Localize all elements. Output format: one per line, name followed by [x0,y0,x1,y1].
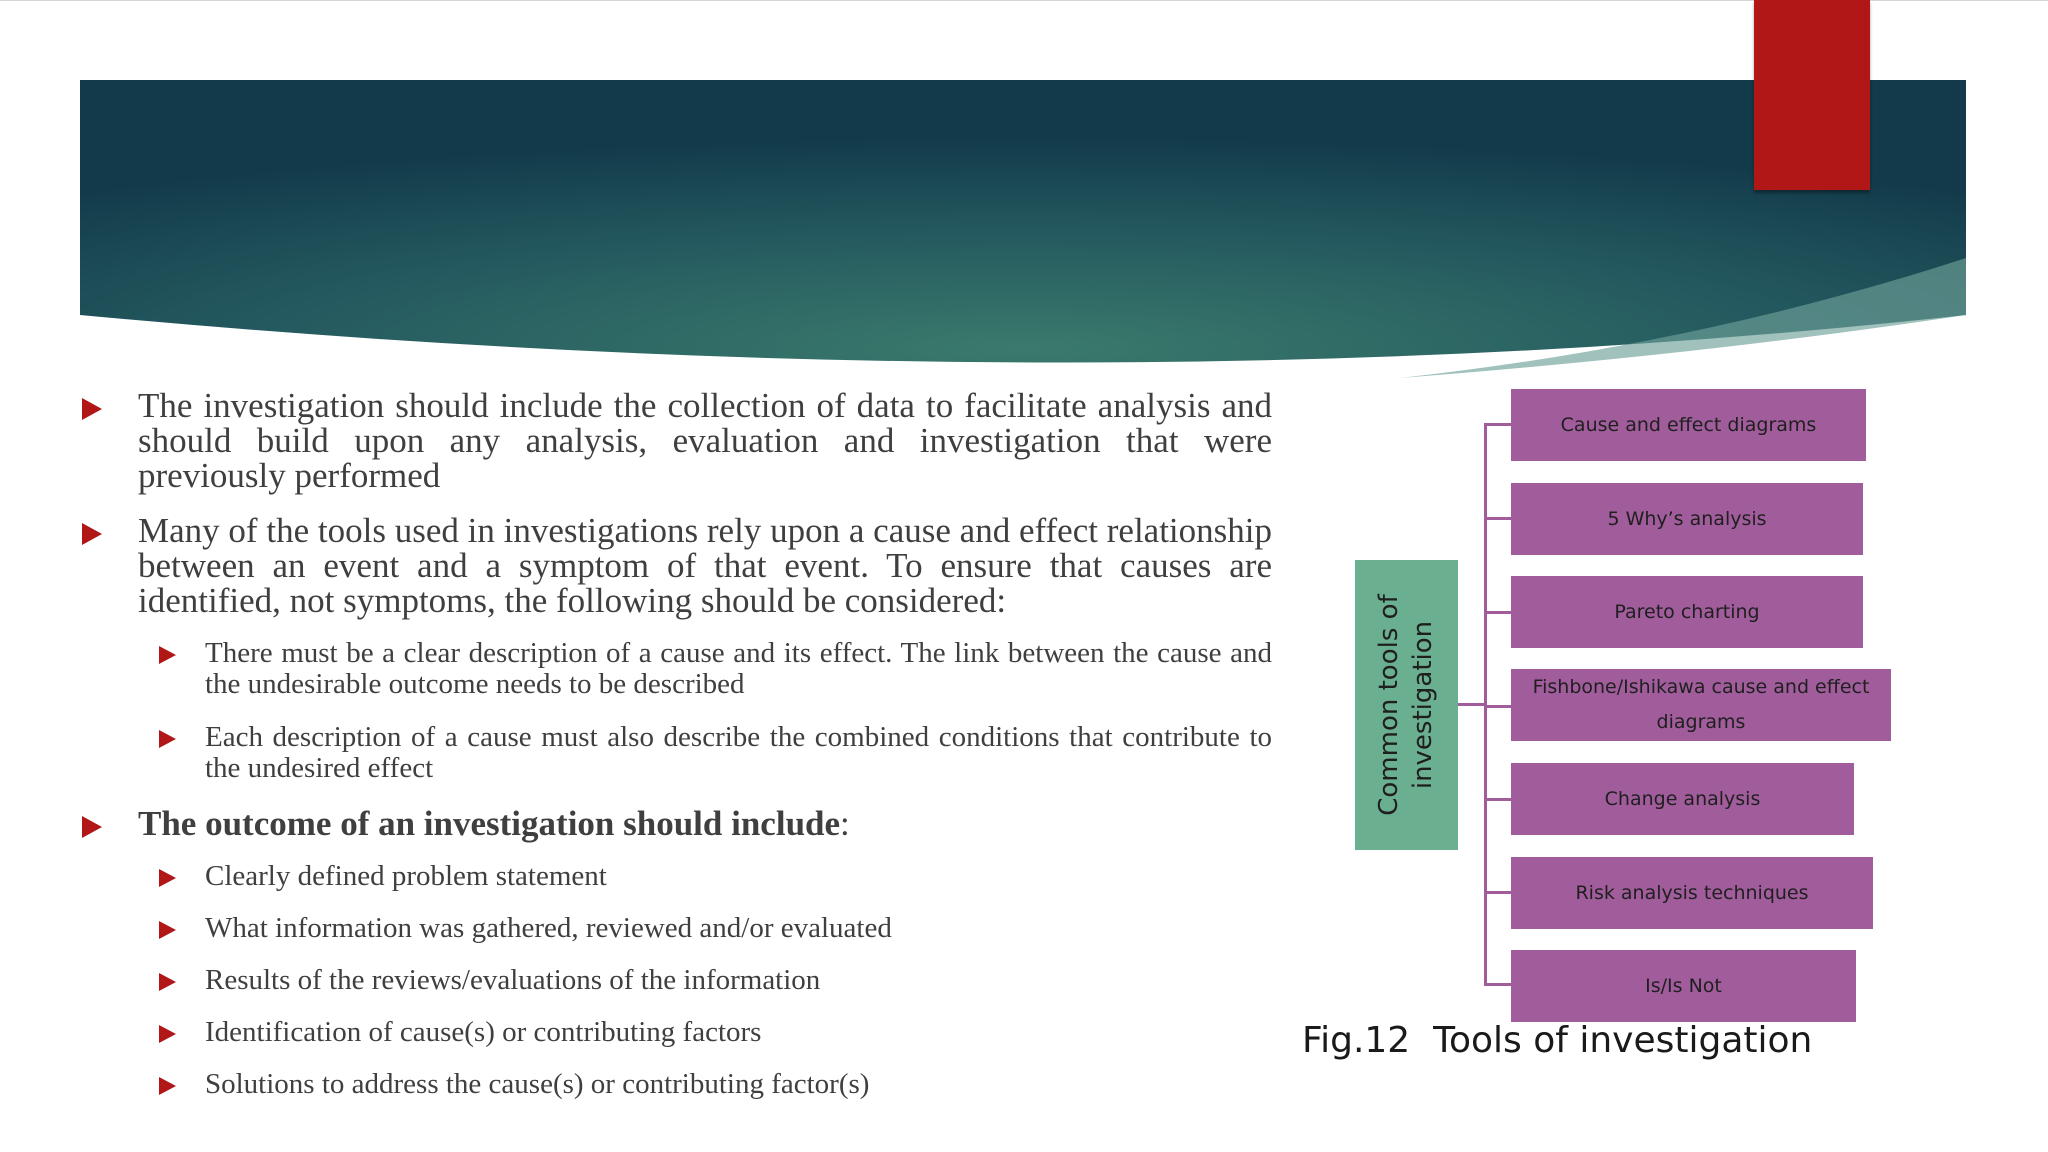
branch-connector-line [1484,611,1511,614]
sub-bullet-item [80,638,1272,700]
sub-bullet-text: Clearly defined problem statement [205,860,607,892]
branch-connector-line [1484,705,1511,708]
figure-caption: Fig.12 Tools of investigation [1302,1020,1813,1061]
root-connector-line [1458,703,1486,706]
branch-connector-line [1484,517,1511,520]
bullet-arrow-icon [159,921,176,939]
sub-bullet-item [80,861,1272,892]
sub-bullet-item [80,1069,1272,1100]
tool-node-risk-analysis: Risk analysis techniques [1511,857,1873,929]
tool-node-change-analysis: Change analysis [1511,763,1854,835]
branch-connector-line [1484,423,1511,426]
bullet-text-bold: The outcome of an investigation should include [138,804,841,843]
bullet-arrow-icon [159,730,176,748]
bullet-arrow-icon [82,816,102,838]
branch-connector-line [1484,983,1511,986]
sub-bullet-item [80,722,1272,784]
bullet-arrow-icon [159,1077,176,1095]
sub-bullet-item [80,965,1272,996]
bullet-content [80,388,1272,1121]
bullet-text: Many of the tools used in investigations rely upon a cause and effect relationship between an event and a symptom of that event. To ensure that causes are identified, not symptoms, the following should be considered: [138,511,1272,620]
sub-bullet-item [80,1017,1272,1048]
tool-node-fishbone: Fishbone/Ishikawa cause and effect diagrams [1511,669,1891,741]
bullet-arrow-icon [82,398,102,420]
tool-node-is-is-not: Is/Is Not [1511,950,1856,1022]
bullet-colon: : [840,804,850,843]
bullet-arrow-icon [159,869,176,887]
bullet-item-outcome [80,806,1272,841]
tool-node-pareto: Pareto charting [1511,576,1863,648]
tool-node-5-whys: 5 Why’s analysis [1511,483,1863,555]
sub-bullet-item [80,913,1272,944]
bullet-item [80,388,1272,493]
root-node-label: Common tools of investigation [1374,594,1438,816]
sub-bullet-text: Solutions to address the cause(s) or contributing factor(s) [205,1068,870,1100]
title-banner [0,0,2048,400]
bullet-text: The investigation should include the collection of data to facilitate analysis and should build upon any analysis, evaluation and investigation that were previously performed [138,386,1272,495]
bullet-arrow-icon [159,646,176,664]
sub-bullet-text: Identification of cause(s) or contributing factors [205,1016,762,1048]
trunk-connector-line [1484,423,1487,985]
sub-bullet-text: There must be a clear description of a cause and its effect. The link between the cause and the undesirable outcome needs to be described [205,637,1272,700]
sub-bullet-text: Each description of a cause must also describe the combined conditions that contribute to the undesired effect [205,721,1272,784]
bullet-arrow-icon [159,973,176,991]
sub-bullet-text: Results of the reviews/evaluations of the information [205,964,821,996]
tools-diagram [1350,385,1910,1025]
sub-bullet-text: What information was gathered, reviewed and/or evaluated [205,912,892,944]
tool-node-cause-effect: Cause and effect diagrams [1511,389,1866,461]
branch-connector-line [1484,798,1511,801]
bullet-arrow-icon [82,523,102,545]
bullet-item [80,513,1272,618]
bullet-arrow-icon [159,1025,176,1043]
red-accent-tab [1754,0,1870,190]
branch-connector-line [1484,891,1511,894]
